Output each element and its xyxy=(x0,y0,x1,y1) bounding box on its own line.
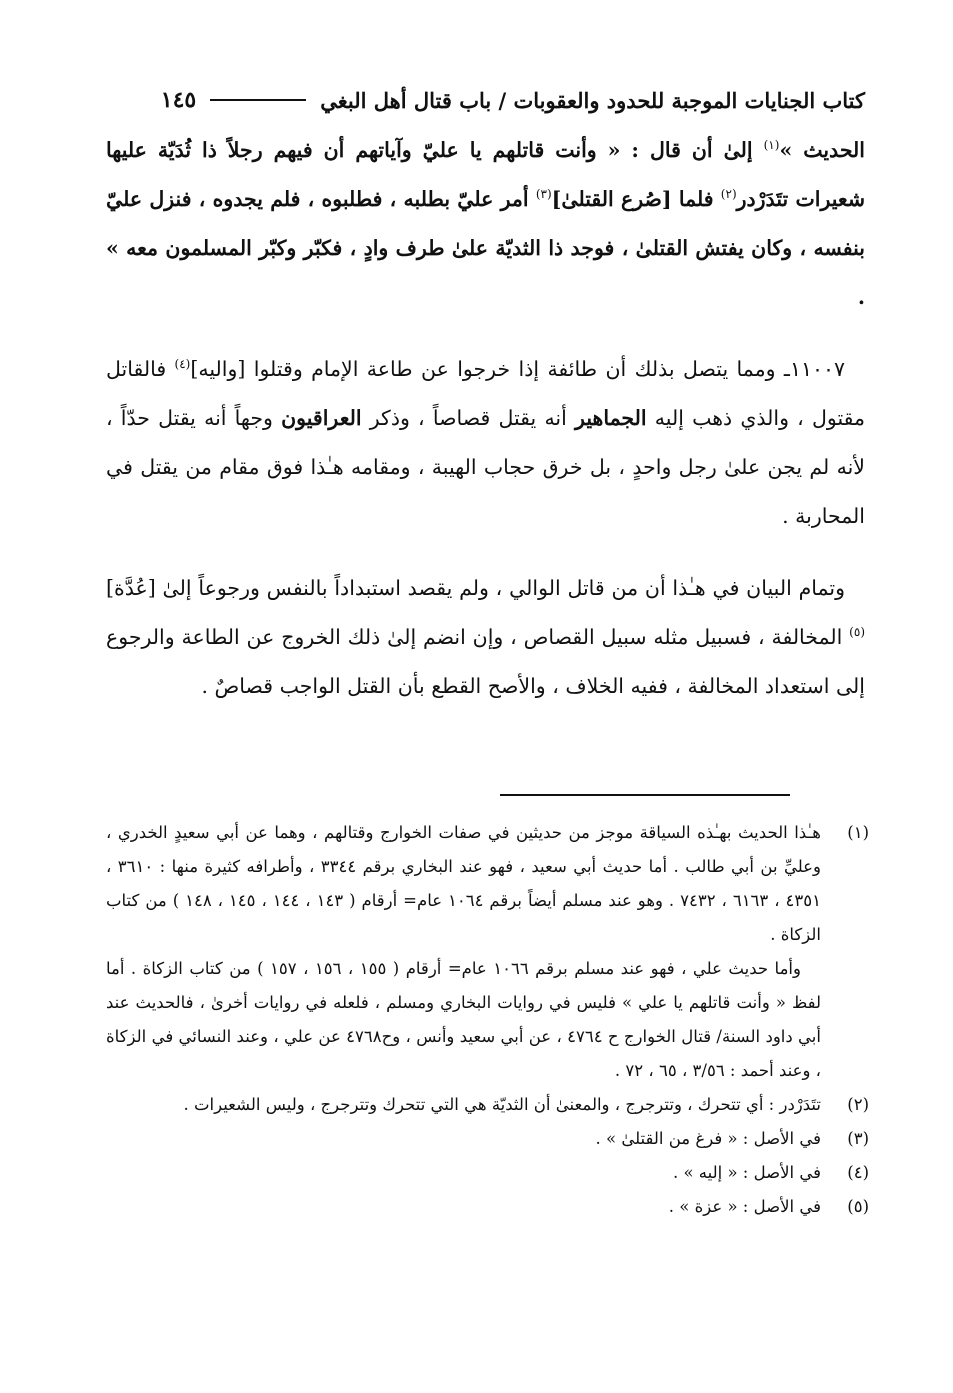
header-rule xyxy=(210,99,306,101)
footnote-text: تتَدَرْدر : أي تتحرك ، وتترجرج ، والمعنىٰ أن الثديّة هي التي تتحرك وتترجرج ، وليس الشعيرات . xyxy=(183,1095,821,1114)
footnote-number: (١) xyxy=(847,823,869,842)
footnote-ref-5: (٥) xyxy=(849,625,865,640)
footnote-2 xyxy=(106,1088,869,1122)
footnote-text: في الأصل : « فرغ من القتلىٰ » . xyxy=(595,1129,821,1148)
footnotes xyxy=(106,816,869,1224)
footnote-ref-2: (٢) xyxy=(720,187,737,202)
footnote-ref-3: (٣) xyxy=(535,187,552,202)
paragraph-tamam-albayan: وتمام البيان في هـٰذا أن من قاتل الوالي ، ولم يقصد استبداداً بالنفس ورجوعاً إلىٰ [عُدَّة]$^{(٥)}$ المخالفة ، فسبيل مثله سبيل القصاص ، وإن انضم إلىٰ ذلك الخروج عن الطاعة والرجوع إلى استعداد المخالفة ، ففيه الخلاف ، والأصح القطع بأن القتل الواجب قصاصٌ . xyxy=(106,576,865,698)
page-number: ١٤٥ xyxy=(160,87,197,113)
footnote-5 xyxy=(106,1190,869,1224)
paragraph-hadith: الحديث »$^{(١)}$ إلىٰ أن قال : « وأنت قاتلهم يا عليّ وآياتهم أن فيهم رجلاً ذا ثُدَيّة عليها شعيرات تتَدَرْدر$^{(٢)}$ فلما [صُرع القتلىٰ]$^{(٣)}$ أمر عليّ بطلبه ، فطلبوه ، فلم يجدوه ، فنزل عليّ بنفسه ، وكان يفتش القتلىٰ ، فوجد ذا الثديّة علىٰ طرف وادٍ ، فكبّر وكبّر المسلمون معه » . xyxy=(106,138,866,309)
footnote-3 xyxy=(106,1122,869,1156)
main-text xyxy=(106,126,865,711)
running-header xyxy=(110,80,865,120)
footnote-1 xyxy=(106,816,869,1088)
term-jamahir: الجماهير xyxy=(575,406,647,430)
footnote-number: (٢) xyxy=(847,1095,869,1114)
chapter-title: كتاب الجنايات الموجبة للحدود والعقوبات / باب قتال أهل البغي xyxy=(320,87,865,113)
footnote-number: (٥) xyxy=(847,1197,869,1216)
footnote-text: هـٰذا الحديث بهـٰذه السياقة موجز من حديثين في صفات الخوارج وقتالهم ، وهما عن أبي سعيدٍ الخدري ، وعليِّ بن أبي طالب . أما حديث أبي سعيد ، فهو عند البخاري برقم ٣٣٤٤ ، وأطرافه كثيرة منها : ٣٦١٠ ، ٤٣٥١ ، ٦١٦٣ ، ٧٤٣٢ . وهو عند مسلم أيضاً برقم ١٠٦٤ عام= أرقام ( ١٤٣ ، ١٤٤ ، ١٤٥ ، ١٤٨ ) من كتاب الزكاة . وأما حديث علي ، فهو عند مسلم برقم ١٠٦٦ عام= أرقام ( ١٥٥ ، ١٥٦ ، ١٥٧ ) من كتاب الزكاة . أما لفظ « وأنت قاتلهم يا علي » فليس في روايات البخاري ومسلم ، فلعله في روايات أخرىٰ ، فالحديث عند أبي داود السنة/ قتال الخوارج ح ٤٧٦٤ ، عن أبي سعيد وأنس ، وح٤٧٦٨ عن علي ، وعند النسائي في الزكاة ، وعند أحمد : ٣/٥٦ ، ٦٥ ، ٧٢ . xyxy=(106,823,821,1080)
paragraph-11007: ١١٠٠٧ـ ومما يتصل بذلك أن طائفة إذا خرجوا عن طاعة الإمام وقتلوا [واليه]$^{(٤)}$ فالقاتل مقتول ، والذي ذهب إليه الجماهير أنه يقتل قصاصاً ، وذكر العراقيون وجهاً أنه يقتل حدّاً ، لأنه لم يجن علىٰ رجل واحدٍ ، بل خرق حجاب الهيبة ، ومقامه هـٰذا فوق مقام من يقتل في المحاربة . xyxy=(106,357,865,528)
footnote-4 xyxy=(106,1156,869,1190)
footnote-ref-1: (١) xyxy=(763,138,780,153)
footnote-ref-4: (٤) xyxy=(174,357,191,372)
term-iraqiyun: العراقيون xyxy=(281,406,362,430)
footnote-text: في الأصل : « إليه » . xyxy=(672,1163,821,1182)
footnote-number: (٤) xyxy=(847,1163,869,1182)
footnote-number: (٣) xyxy=(847,1129,869,1148)
footnote-text: في الأصل : « عزة » . xyxy=(668,1197,821,1216)
footnote-separator xyxy=(500,794,790,796)
